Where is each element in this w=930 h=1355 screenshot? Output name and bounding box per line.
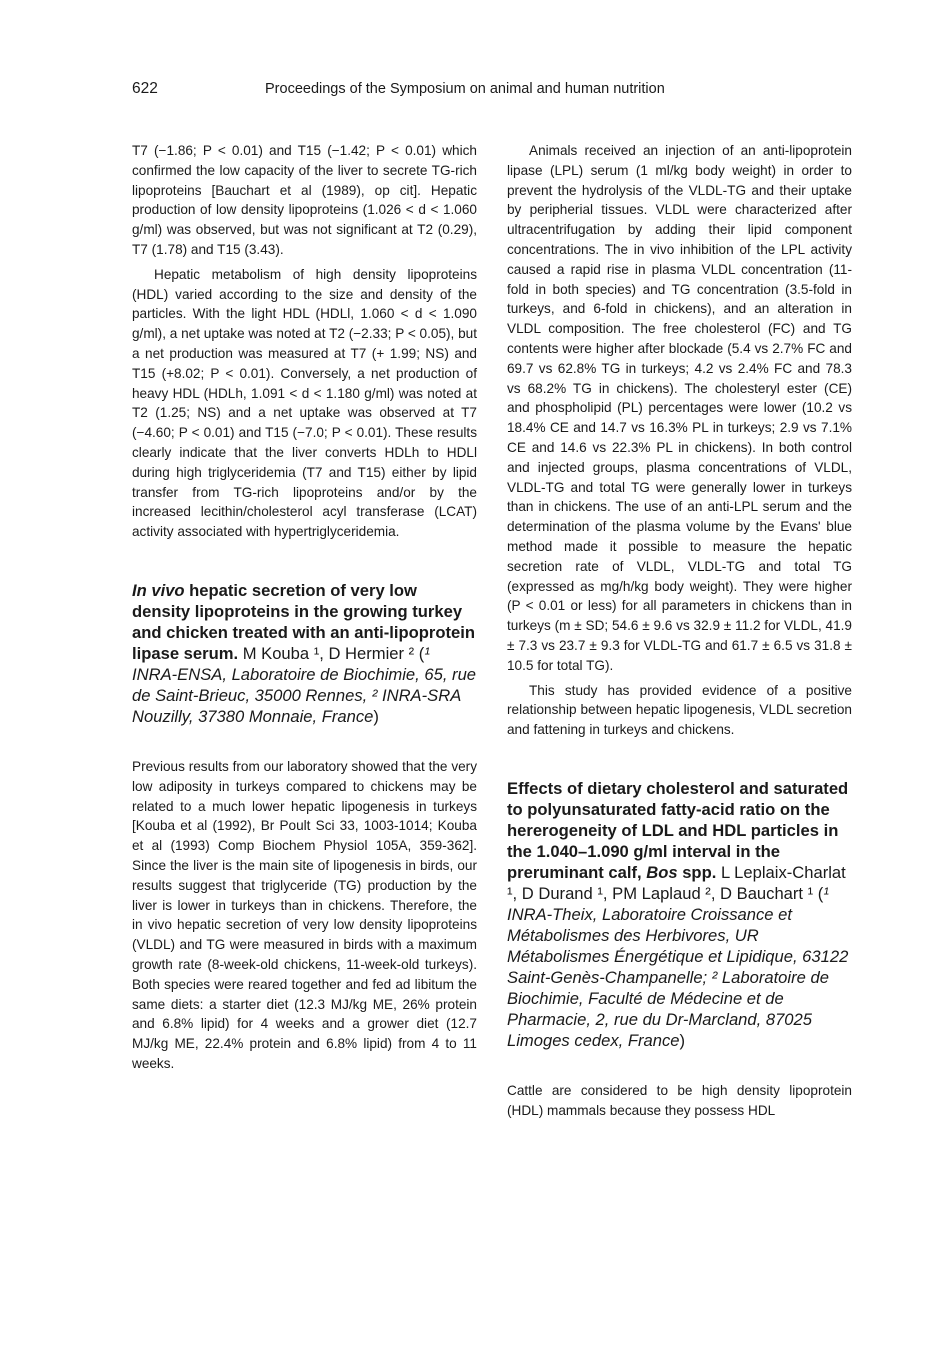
body-paragraph: Hepatic metabolism of high density lipoproteins (HDL) varied according to the size and density of the particles. With the light HDL (HDLl, 1.060 < d < 1.090 g/ml), a net uptake was noted at T2 (−2.33; P < 0.05), but a net production was measured at T7 (+ 1.99; NS) and T15 (+8.02; P < 0.01). Conversely, a net production of heavy HDL (HDLh, 1.091 < d < 1.180 g/ml) was noted at T2 (1.25; NS) and a net uptake was observed at T7 (−4.60; P < 0.01) and T15 (−7.0; P < 0.01). These results clearly indicate that the liver converts HDLh to HDLl during high triglyceridemia (T7 and T15) either by lipid transfer from TG-rich lipoproteins and/or by the increased lecithin/cholesterol acyl transferase (LCAT) activity associated with hypertriglyceridemia. bbox=[132, 266, 477, 540]
abstract-title-end: spp. bbox=[677, 862, 717, 882]
heading-italic-lead: In vivo bbox=[132, 580, 185, 600]
page-number: 622 bbox=[132, 80, 158, 97]
abstract-title: Effects of dietary cholesterol and saturated to polyunsaturated fatty-acid ratio on the hererogeneity of LDL and HDL particles in the 1.040–1.090 g/ml interval in the preruminant calf, bbox=[507, 778, 849, 882]
running-title: Proceedings of the Symposium on animal and human nutrition bbox=[265, 81, 665, 97]
body-paragraph: Cattle are considered to be high density lipoprotein (HDL) mammals because they possess HDL bbox=[507, 1082, 852, 1118]
abstract-heading bbox=[507, 778, 852, 1051]
body-paragraph: T7 (−1.86; P < 0.01) and T15 (−1.42; P < 0.01) which confirmed the low capacity of the liver to secrete TG-rich lipoproteins [Bauchart et al (1989), op cit]. Hepatic production of low density lipoproteins (1.026 < d < 1.060 g/ml) was observed, but was not significant at T2 (0.29), T7 (1.78) and T15 (3.43). bbox=[132, 143, 477, 257]
body-paragraph: This study has provided evidence of a positive relationship between hepatic lipogenesis, VLDL secretion and fattening in turkeys and chickens. bbox=[507, 682, 852, 738]
affiliation-close: ) bbox=[373, 706, 379, 726]
body-paragraph: Animals received an injection of an anti-lipoprotein lipase (LPL) serum (1 ml/kg body weight) in order to prevent the hydrolysis of the VLDL-TG and their uptake by peripherial tissues. VLDL were characterized after ultracentrifugation by adding their lipid component concentrations. The in vivo inhibition of the LPL activity caused a rapid rise in plasma VLDL concentration (11-fold in both species) and TG concentration (3.5-fold in turkeys, and 6-fold in chickens), and an alteration in VLDL composition. The free cholesterol (FC) and TG contents were higher after blockade (5.4 vs 2.7% FC and 69.7 vs 62.8% TG in turkeys; 4.2 vs 2.4% FC and 78.3 vs 68.2% TG in chickens). The cholesteryl ester (CE) and phospholipid (PL) percentages were lower (10.2 vs 18.4% CE and 14.7 vs 16.3% PL in turkeys; 2.9 vs 7.1% CE and 14.6 vs 22.3% PL in chickens). In both control and injected groups, plasma concentrations of VLDL, VLDL-TG and total TG were generally lower in turkeys than in chickens. The use of an anti-LPL serum and the determination of the plasma volume by the Evans' blue method made it possible to measure the hepatic secretion rate of VLDL, VLDL-TG and total TG (expressed as mg/h/kg body weight). They were higher (P < 0.01 or less) for all parameters in chickens than in turkeys (m ± SD; 54.6 ± 9.6 vs 32.9 ± 11.2 for VLDL, 41.9 ± 7.3 vs 23.7 ± 9.3 for VLDL-TG and 61.7 ± 6.5 vs 31.8 ± 10.5 for total TG). bbox=[507, 143, 852, 673]
abstract-heading bbox=[132, 580, 477, 727]
right-column bbox=[507, 141, 852, 1121]
running-header bbox=[132, 80, 812, 102]
left-column bbox=[132, 141, 477, 1074]
body-paragraph: Previous results from our laboratory showed that the very low adiposity in turkeys compared to chickens may be related to a much lower hepatic lipogenesis in turkeys [Kouba et al (1992), Br Poult Sci 33, 1003-1014; Kouba et al (1993) Comp Biochem Physiol 105A, 359-362]. Since the liver is the main site of lipogenesis in birds, our results suggest that triglyceride (TG) production by the liver is lower in turkeys than in chickens. Therefore, the in vivo hepatic secretion of very low density lipoproteins (VLDL) and TG were measured in birds with a maximum growth rate (8-week-old chickens, 11-week-old turkeys). Both species were reared together and fed ad libitum the same diets: a starter diet (12.3 MJ/kg ME, 26% protein and 6.8% lipid) for 4 weeks and a grower diet (12.7 MJ/kg ME, 22.4% protein and 6.8% lipid) from 4 to 11 weeks. bbox=[132, 758, 477, 1071]
abstract-authors: L Leplaix-Charlat ¹, D Durand ¹, PM Laplaud ², D Bauchart ¹ ( bbox=[507, 862, 846, 903]
abstract-authors: M Kouba ¹, D Hermier ² ( bbox=[238, 643, 425, 663]
genus-name: Bos bbox=[646, 862, 678, 882]
abstract-title: hepatic secretion of very low density lipoproteins in the growing turkey and chicken treated with an anti-lipoprotein lipase serum. bbox=[132, 580, 475, 663]
abstract-affiliation: ¹ INRA-Theix, Laboratoire Croissance et Métabolismes des Herbivores, UR Métabolismes Énergétique et Lipidique, 63122 Saint-Genès-Champanelle; ² Laboratoire de Biochimie, Faculté de Médecine et de Pharmacie, 2, rue du Dr-Marcland, 87025 Limoges cedex, France bbox=[507, 883, 849, 1050]
abstract-affiliation: ¹ INRA-ENSA, Laboratoire de Biochimie, 65, rue de Saint-Brieuc, 35000 Rennes, ² INRA-SRA Nouzilly, 37380 Monnaie, France bbox=[132, 643, 477, 726]
affiliation-close: ) bbox=[679, 1030, 686, 1050]
